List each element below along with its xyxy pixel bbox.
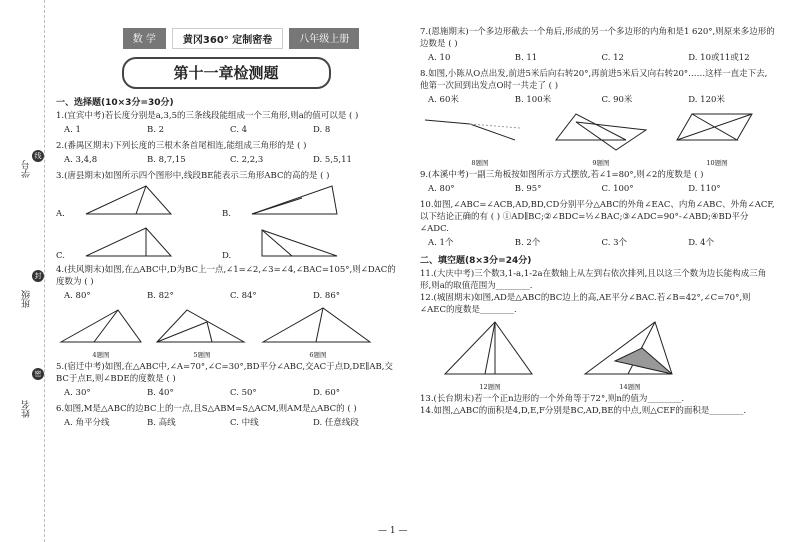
triangle-figure-b [242,184,382,220]
header-banner [86,28,396,49]
options: A. 80° B. 82° C. 84° D. 86° [64,291,340,301]
student-no-label: 学号 [22,160,32,178]
question: 12.(城固期末)如图,AD是△ABC的BC边上的高,AE平分∠BAC.若∠B=42°,∠C=70°,则∠AEC的度数是________. [420,293,751,315]
question: 14.如图,△ABC的面积是4,D,E,F分别是BC,AD,BE的中点,则△CEF的面积是________. [420,406,747,416]
seal-dot: 密 [32,368,44,380]
section-heading: 一、选择题(10×3分=30分) [56,98,174,108]
figure-q10 [662,110,772,154]
question: 7.(恩施期末)一个多边形截去一个角后,形成的另一个多边形的内角和是1 620°,则原来多边形的边数是 ( ) [420,27,775,49]
triangle-figure-d [242,226,382,262]
question: 10.如图,∠ABC=∠ACB,AD,BD,CD分别平分△ABC的外角∠EAC、内角∠ABC、外角∠ACF,以下结论正确的有 ( ) ①AD∥BC;②∠BDC=½∠BAC;③∠ADC=90°-∠ABD;④BD平分∠ADC. [420,200,775,234]
question: 13.(长台期末)若一个正n边形的一个外角等于72°,则n的值为________. [420,394,685,404]
question: 5.(宿迁中考)如图,在△ABC中,∠A=70°,∠C=30°,BD平分∠ABC,交AC于点D,DE∥AB,交BC于点E,则∠BDE的度数是 ( ) [56,362,393,384]
right-column [420,26,775,417]
q8-10-figures: 8题图 9题图 10题图 [420,110,775,167]
question: 1.(宜宾中考)若长度分别是a,3,5的三条线段能组成一个三角形,则a的值可以是 ( ) [56,111,359,121]
page-title: 第十一章检测题 [122,57,331,89]
name-label: 姓名 [22,400,32,418]
triangle-figure-a [76,184,216,220]
options: A. 1个 B. 2个 C. 3个 D. 4个 [428,238,715,248]
figure-q8 [420,110,540,154]
figure-q6 [258,306,378,346]
question: 2.(番禺区期末)下列长度的三根木条首尾相连,能组成三角形的是 ( ) [56,141,307,151]
options: A. 10 B. 11 C. 12 D. 10或11或12 [428,53,750,63]
section-heading: 二、填空题(8×3分=24分) [420,256,532,266]
q4-6-figures: 4题图 5题图 6题图 [56,306,396,359]
figure-q9 [546,110,656,154]
options: A. 3,4,8 B. 8,7,15 C. 2,2,3 D. 5,5,11 [64,155,352,165]
q3-figures: A. B. C. D. [56,184,396,262]
question: 9.(本溪中考)一副三角板按如图所示方式摆放,若∠1=80°,则∠2的度数是 ( ) [420,170,704,180]
figure-q12 [440,318,540,378]
question: 8.如图,小陈从O点出发,前进5米后向右转20°,再前进5米后又向右转20°……这样一直走下去,他第一次回到出发点O时一共走了 ( ) [420,69,768,91]
seal-dot: 线 [32,150,44,162]
question: 4.(扶风期末)如图,在△ABC中,D为BC上一点,∠1=∠2,∠3=∠4,∠BAC=105°,则∠DAC的度数为 ( ) [56,265,396,287]
question: 11.(大庆中考)三个数3,1-a,1-2a在数轴上从左到右依次排列,且以这三个数为边长能构成三角形,则a的取值范围为________. [420,269,767,291]
question: 6.如图,M是△ABC的边BC上的一点,且S△ABM=S△ACM,则AM是△ABC的 ( ) [56,404,357,414]
figure-q14 [580,318,680,378]
options: A. 80° B. 95° C. 100° D. 110° [428,184,721,194]
grade-tag: 八年级上册 [289,28,359,49]
q12-14-figures: 12题图 14题图 [440,318,775,391]
brand-tag: 黄冈360° 定制密卷 [172,28,283,49]
triangle-figure-c [76,226,216,262]
question: 3.(唐县期末)如图所示四个图形中,线段BE能表示三角形ABC的高的是 ( ) [56,171,330,181]
left-column [56,28,396,433]
options: A. 1 B. 2 C. 4 D. 8 [64,125,331,135]
class-label: 班级 [22,290,32,308]
seal-dot: 封 [32,270,44,282]
subject-tag: 数 学 [123,28,166,49]
options: A. 角平分线 B. 高线 C. 中线 D. 任意线段 [64,418,359,428]
page-number: — 1 — [378,526,408,536]
binding-margin [0,0,45,542]
options: A. 30° B. 40° C. 50° D. 60° [64,388,340,398]
figure-q5 [152,306,252,346]
options: A. 60米 B. 100米 C. 90米 D. 120米 [428,95,725,105]
figure-q4 [56,306,146,346]
